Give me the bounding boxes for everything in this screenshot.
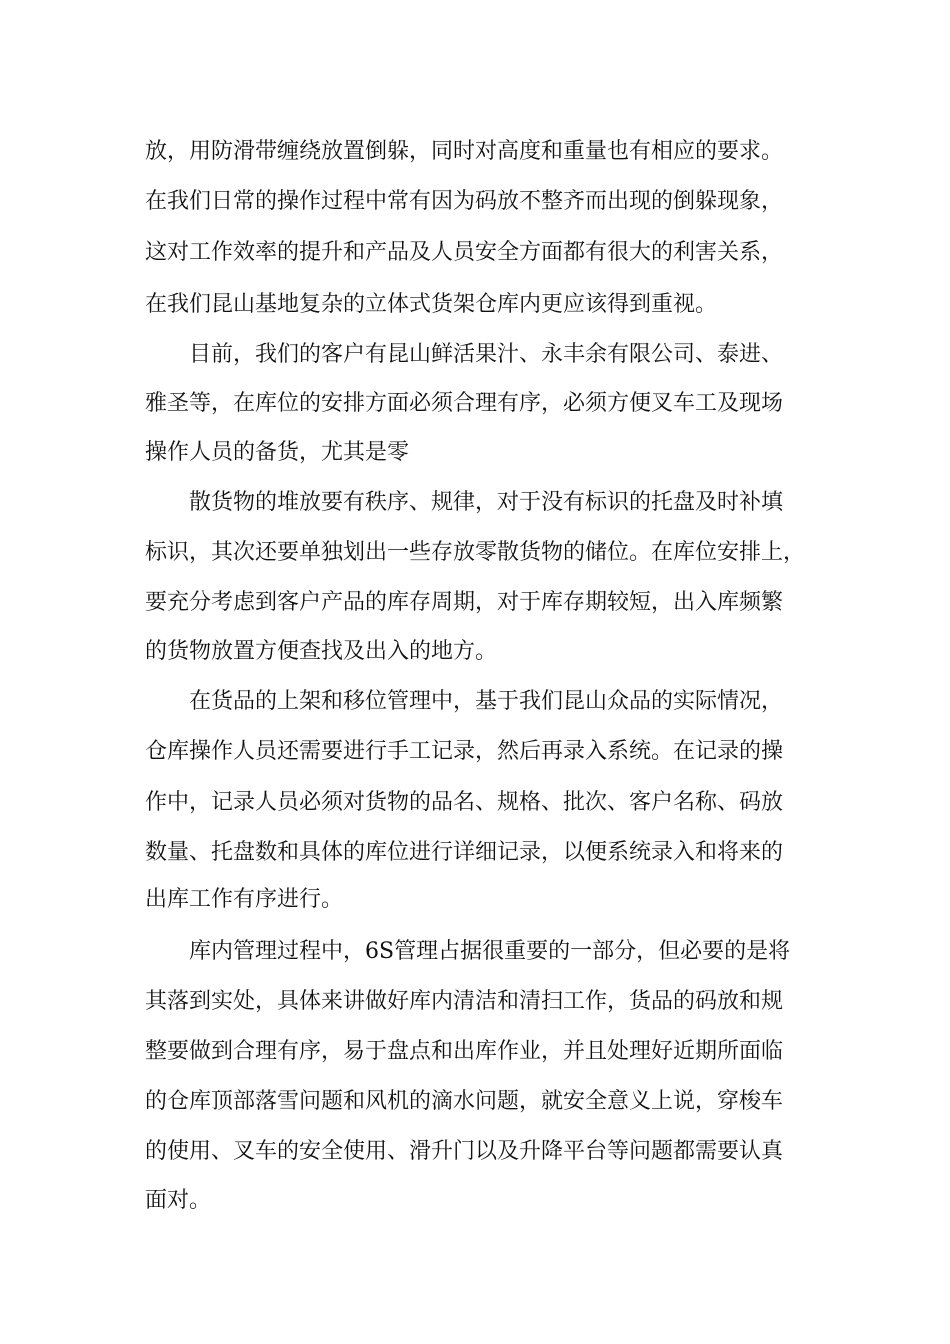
paragraph-5-line-3: 整要做到合理有序，易于盘点和出库作业，并且处理好近期所面临 <box>145 1039 784 1064</box>
paragraph-3-line-1: 散货物的堆放要有秩序、规律，对于没有标识的托盘及时补填 <box>189 490 784 515</box>
paragraph-2-line-3: 操作人员的备货，尤其是零 <box>145 440 410 465</box>
paragraph-4-line-2: 仓库操作人员还需要进行手工记录，然后再录入系统。在记录的操 <box>145 739 784 764</box>
paragraph-4-line-3: 作中，记录人员必须对货物的品名、规格、批次、客户名称、码放 <box>145 790 784 815</box>
paragraph-1-line-3: 这对工作效率的提升和产品及人员安全方面都有很大的利害关系， <box>145 240 784 265</box>
paragraph-3-line-3: 要充分考虑到客户产品的库存周期，对于库存期较短，出入库频繁 <box>145 590 784 615</box>
paragraph-5-line-5: 的使用、叉车的安全使用、滑升门以及升降平台等问题都需要认真 <box>145 1139 784 1164</box>
paragraph-3-line-2: 标识，其次还要单独划出一些存放零散货物的储位。在库位安排上， <box>145 540 806 565</box>
paragraph-4-line-4: 数量、托盘数和具体的库位进行详细记录，以便系统录入和将来的 <box>145 840 784 865</box>
paragraph-2-line-1: 目前，我们的客户有昆山鲜活果汁、永丰余有限公司、泰进、 <box>189 342 784 367</box>
paragraph-5-line-1: 库内管理过程中，6S管理占据很重要的一部分，但必要的是将 <box>189 939 791 964</box>
paragraph-4-line-1: 在货品的上架和移位管理中，基于我们昆山众品的实际情况， <box>189 689 784 714</box>
paragraph-1-line-1: 放，用防滑带缠绕放置倒躲，同时对高度和重量也有相应的要求。 <box>145 139 784 164</box>
paragraph-1-line-4: 在我们昆山基地复杂的立体式货架仓库内更应该得到重视。 <box>145 292 718 317</box>
paragraph-2-line-2: 雅圣等，在库位的安排方面必须合理有序，必须方便叉车工及现场 <box>145 391 784 416</box>
paragraph-3-line-4: 的货物放置方便查找及出入的地方。 <box>145 639 498 664</box>
paragraph-5-line-4: 的仓库顶部落雪问题和风机的滴水问题，就安全意义上说，穿梭车 <box>145 1089 784 1114</box>
paragraph-5-line-2: 其落到实处，具体来讲做好库内清洁和清扫工作，货品的码放和规 <box>145 989 784 1014</box>
paragraph-1-line-2: 在我们日常的操作过程中常有因为码放不整齐而出现的倒躲现象， <box>145 189 784 214</box>
paragraph-4-line-5: 出库工作有序进行。 <box>145 887 344 912</box>
paragraph-5-line-6: 面对。 <box>145 1188 212 1213</box>
